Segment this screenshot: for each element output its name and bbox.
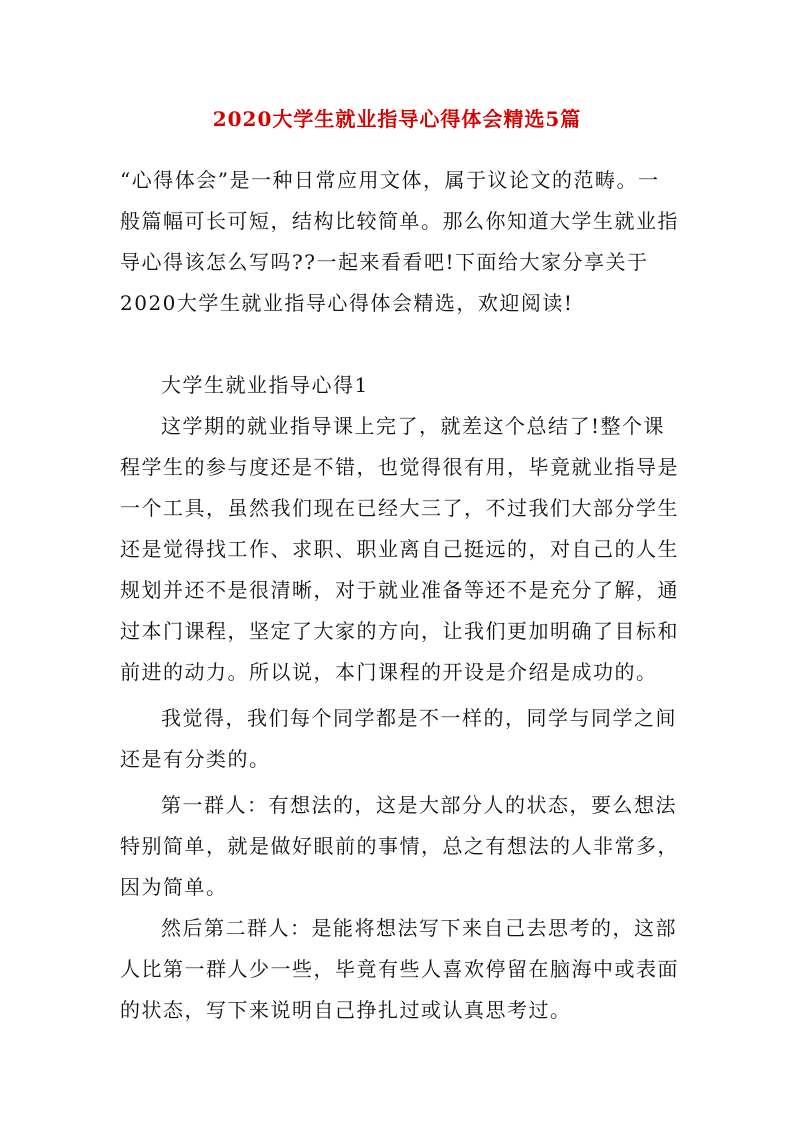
paragraph-line: 前进的动力。所以说，本门课程的开设是介绍是成功的。: [120, 660, 658, 684]
paragraph-line: 还是觉得找工作、求职、职业离自己挺远的，对自己的人生: [120, 537, 679, 561]
paragraph-line: 我觉得，我们每个同学都是不一样的，同学与同学之间: [161, 706, 677, 730]
paragraph-line: 的状态，写下来说明自己挣扎过或认真思考过。: [120, 998, 572, 1022]
intro-line: 导心得该怎么写吗??一起来看看吧!下面给大家分享关于: [120, 250, 649, 274]
paragraph-line: 第一群人：有想法的，这是大部分人的状态，要么想法: [161, 793, 677, 817]
paragraph-line: 然后第二群人：是能将想法写下来自己去思考的，这部: [161, 916, 677, 940]
paragraph-line: 人比第一群人少一些，毕竟有些人喜欢停留在脑海中或表面: [120, 957, 679, 981]
intro-line: “心得体会”是一种日常应用文体，属于议论文的范畴。一: [120, 168, 660, 192]
section-heading: 大学生就业指导心得1: [161, 373, 369, 397]
paragraph-line: 过本门课程，坚定了大家的方向，让我们更加明确了目标和: [120, 619, 679, 643]
paragraph-line: 这学期的就业指导课上完了，就差这个总结了!整个课: [161, 414, 666, 438]
paragraph-line: 一个工具，虽然我们现在已经大三了，不过我们大部分学生: [120, 496, 679, 520]
document-title: 2020大学生就业指导心得体会精选5篇: [212, 107, 582, 131]
paragraph-line: 程学生的参与度还是不错，也觉得很有用，毕竟就业指导是: [120, 455, 679, 479]
intro-line: 般篇幅可长可短，结构比较简单。那么你知道大学生就业指: [120, 209, 679, 233]
paragraph-line: 特别简单，就是做好眼前的事情，总之有想法的人非常多，: [120, 834, 679, 858]
paragraph-line: 因为简单。: [120, 875, 228, 899]
paragraph-line: 还是有分类的。: [120, 747, 271, 771]
paragraph-line: 规划并还不是很清晰，对于就业准备等还不是充分了解，通: [120, 578, 679, 602]
intro-line: 2020大学生就业指导心得体会精选，欢迎阅读!: [120, 291, 574, 315]
